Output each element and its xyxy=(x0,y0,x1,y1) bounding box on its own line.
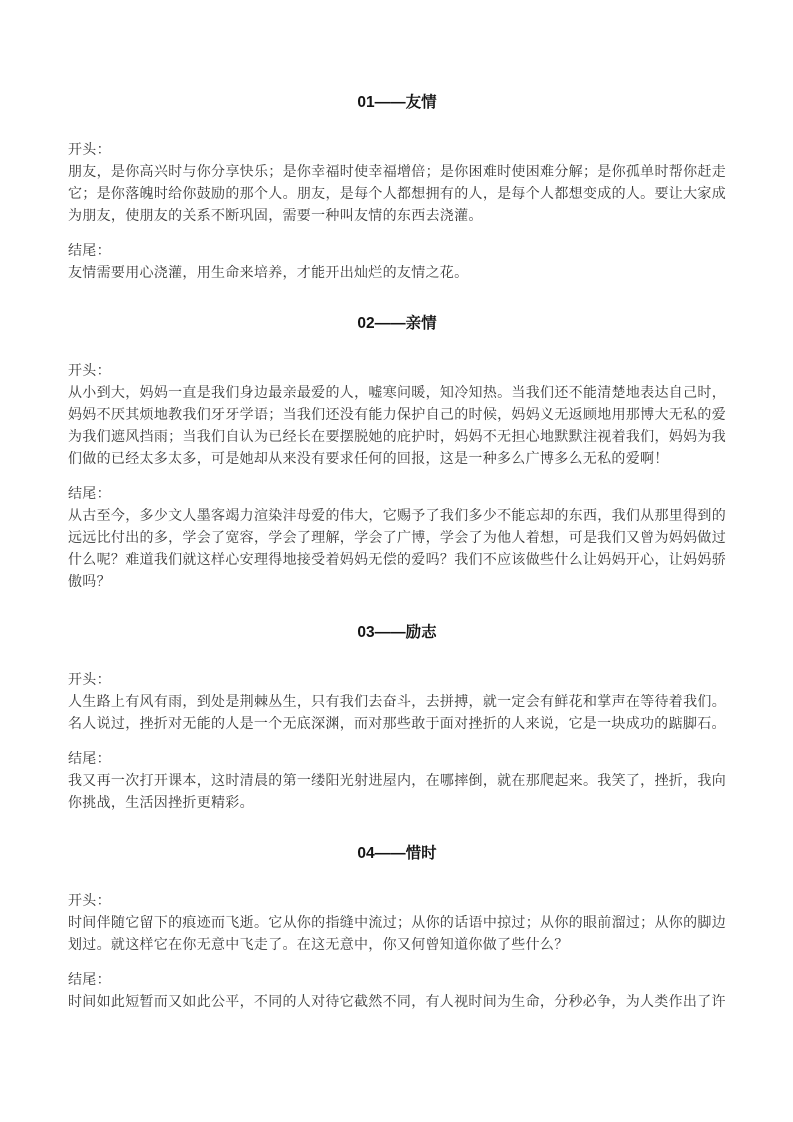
opening-label: 开头： xyxy=(68,673,111,688)
opening-paragraph: 人生路上有风有雨，到处是荆棘丛生，只有我们去奋斗，去拼搏，就一定会有鲜花和掌声在等待着我们。名人说过，挫折对无能的人是一个无底深渊，而对那些敢于面对挫折的人来说，它是一块成功的踮脚石。 xyxy=(68,695,726,732)
closing-paragraph: 我又再一次打开课本，这时清晨的第一缕阳光射进屋内，在哪摔倒，就在那爬起来。我笑了，挫折，我向你挑战，生活因挫折更精彩。 xyxy=(68,774,726,811)
opening-label: 开头： xyxy=(68,364,111,379)
opening-block xyxy=(68,670,726,736)
closing-label: 结尾： xyxy=(68,973,111,988)
opening-paragraph: 朋友，是你高兴时与你分享快乐；是你幸福时使幸福增倍；是你困难时使困难分解；是你孤单时帮你赶走它；是你落魄时给你鼓励的那个人。朋友，是每个人都想拥有的人，是每个人都想变成的人。要让大家成为朋友，使朋友的关系不断巩固，需要一种叫友情的东西去浇灌。 xyxy=(68,165,726,224)
section-cherish-time xyxy=(68,843,726,1014)
opening-label: 开头： xyxy=(68,894,111,909)
section-family-love xyxy=(68,313,726,594)
closing-label: 结尾： xyxy=(68,487,111,502)
section-title-family-love: 02——亲情 xyxy=(357,315,437,332)
opening-paragraph: 时间伴随它留下的痕迹而飞逝。它从你的指缝中流过；从你的话语中掠过；从你的眼前溜过；从你的脚边划过。就这样它在你无意中飞走了。在这无意中，你又何曾知道你做了些什么？ xyxy=(68,916,726,953)
closing-paragraph: 友情需要用心浇灌，用生命来培养，才能开出灿烂的友情之花。 xyxy=(68,266,469,281)
closing-block xyxy=(68,749,726,815)
opening-block xyxy=(68,361,726,471)
closing-block xyxy=(68,241,726,285)
section-title-inspiration: 03——励志 xyxy=(357,624,437,641)
closing-paragraph: 时间如此短暂而又如此公平，不同的人对待它截然不同，有人视时间为生命，分秒必争，为人类作出了许 xyxy=(68,995,726,1010)
section-friendship xyxy=(68,92,726,285)
closing-block xyxy=(68,484,726,594)
opening-label: 开头： xyxy=(68,143,111,158)
closing-paragraph: 从古至今，多少文人墨客竭力渲染沣母爱的伟大，它赐予了我们多少不能忘却的东西，我们从那里得到的远远比付出的多，学会了宽容，学会了理解，学会了广博，学会了为他人着想，可是我们又曾为妈妈做过什么呢？难道我们就这样心安理得地接受着妈妈无偿的爱吗？我们不应该做些什么让妈妈开心，让妈妈骄傲吗？ xyxy=(68,509,726,590)
closing-block xyxy=(68,970,726,1014)
opening-block xyxy=(68,140,726,228)
section-title-cherish-time: 04——惜时 xyxy=(357,845,437,862)
section-inspiration xyxy=(68,622,726,815)
opening-paragraph: 从小到大，妈妈一直是我们身边最亲最爱的人，嘘寒问暖，知冷知热。当我们还不能清楚地表达自己时，妈妈不厌其烦地教我们牙牙学语；当我们还没有能力保护自己的时候，妈妈义无返顾地用那博大无私的爱为我们遮风挡雨；当我们自认为已经长在要摆脱她的庇护时，妈妈不无担心地默默注视着我们，妈妈为我们做的已经太多太多，可是她却从来没有要求任何的回报，这是一种多么广博多么无私的爱啊！ xyxy=(68,386,726,467)
closing-label: 结尾： xyxy=(68,752,111,767)
section-title-friendship: 01——友情 xyxy=(357,94,437,111)
opening-block xyxy=(68,891,726,957)
closing-label: 结尾： xyxy=(68,244,111,259)
